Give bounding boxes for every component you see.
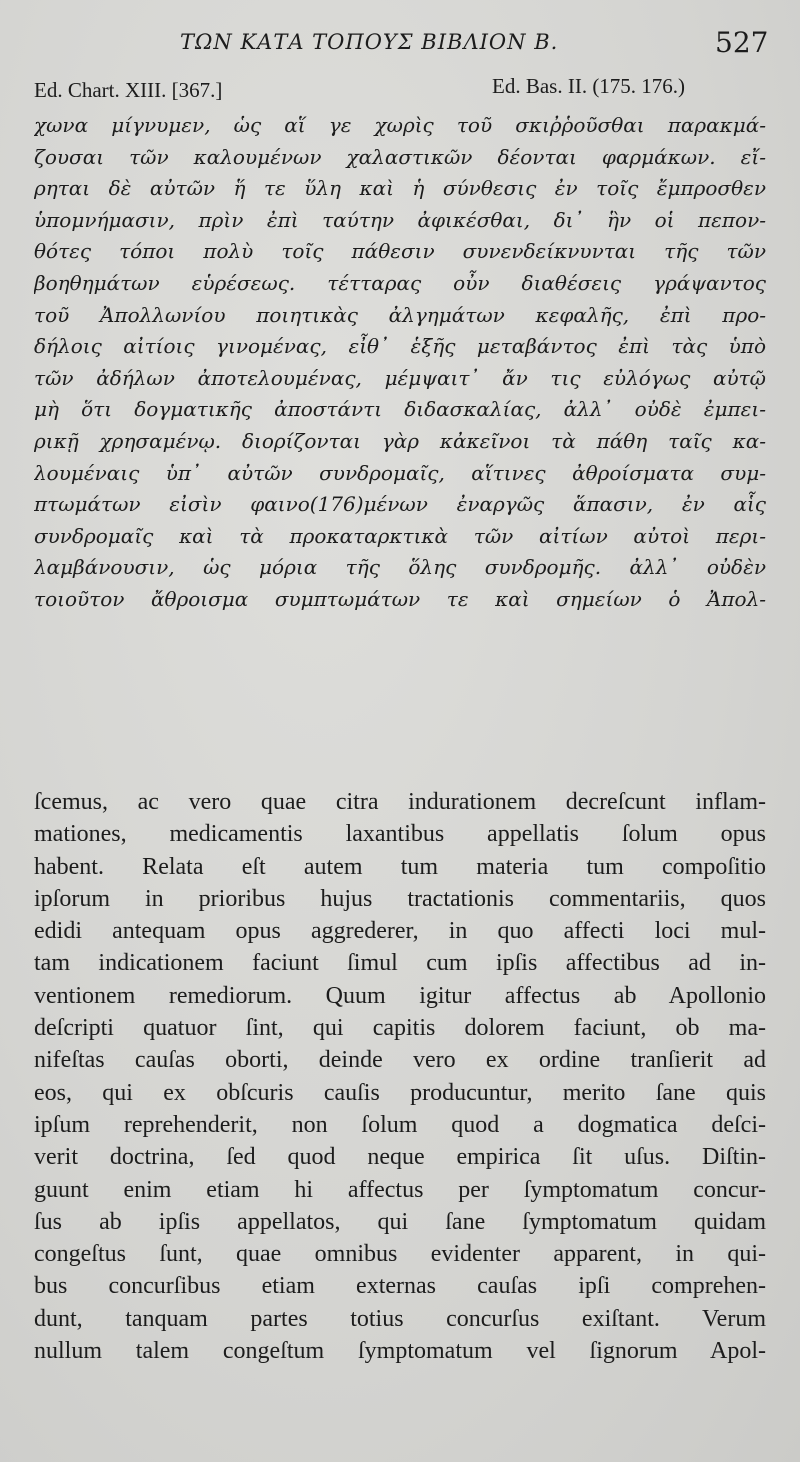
greek-text-line: τοιοῦτον ἄθροισμα συμπτωμάτων τε καὶ σημείων ὁ Ἀπολ- (34, 586, 766, 611)
latin-text-line: ipſorum in prioribus hujus tractationis commentariis, quos (34, 885, 766, 912)
latin-text-line: ſcemus, ac vero quae citra indurationem decreſcunt inflam- (34, 789, 766, 815)
greek-text-line: λουμέναις ὑπ᾽ αὐτῶν συνδρομαῖς, αἵτινες ἀθροίσματα συμ- (34, 460, 766, 485)
page-number: 527 (715, 26, 769, 59)
latin-text-line: eos, qui ex obſcuris cauſis producuntur, merito ſane quis (34, 1079, 766, 1106)
latin-text-line: ſus ab ipſis appellatos, qui ſane ſymptomatum quidam (34, 1208, 766, 1235)
greek-text-line: χωνα μίγνυμεν, ὡς αἵ γε χωρὶς τοῦ σκιῤῥοῦσθαι παρακμά- (34, 113, 766, 137)
latin-text-line: dunt, tanquam partes totius concurſus exiſtant. Verum (34, 1305, 766, 1332)
greek-text-line: μὴ ὅτι δογματικῆς ἀποστάντι διδασκαλίας, ἀλλ᾽ οὐδὲ ἐμπει- (34, 397, 766, 422)
greek-text-line: δήλοις αἰτίοις γινομένας, εἶθ᾽ ἑξῆς μεταβάντος ἐπὶ τὰς ὑπὸ (34, 334, 766, 359)
edition-reference-basel: Ed. Bas. II. (175. 176.) (492, 74, 686, 98)
latin-text-line: habent. Relata eſt autem tum materia tum compoſitio (34, 853, 766, 880)
latin-text-line: deſcripti quatuor ſint, qui capitis dolorem faciunt, ob ma- (34, 1015, 766, 1042)
greek-text-line: τῶν ἀδήλων ἀποτελουμένας, μέμψαιτ᾽ ἄν τις εὐλόγως αὐτῷ (34, 365, 766, 390)
latin-text-line: nullum talem congeſtum ſymptomatum vel ſignorum Apol- (34, 1338, 766, 1365)
greek-text-line: λαμβάνουσιν, ὡς μόρια τῆς ὅλης συνδρομῆς. ἀλλ᾽ οὐδὲν (34, 555, 766, 580)
edition-reference-chartier: Ed. Chart. XIII. [367.] (34, 78, 223, 102)
greek-text-line: ρηται δὲ αὐτῶν ἥ τε ὕλη καὶ ἡ σύνθεσις ἐν τοῖς ἔμπροσθεν (34, 176, 766, 201)
latin-text-line: nifeſtas cauſas oborti, deinde vero ex ordine tranſierit ad (34, 1047, 766, 1074)
latin-text-line: ventionem remediorum. Quum igitur affectus ab Apollonio (34, 982, 766, 1009)
greek-text-line: πτωμάτων εἰσὶν φαινο(176)μένων ἐναργῶς ἅπασιν, ἐν αἷς (34, 492, 766, 517)
greek-text-line: συνδρομαῖς καὶ τὰ προκαταρκτικὰ τῶν αἰτίων αὐτοὶ περι- (34, 523, 766, 548)
latin-text-line: bus concurſibus etiam externas cauſas ipſi comprehen- (34, 1273, 766, 1300)
latin-text-line: guunt enim etiam hi affectus per ſymptomatum concur- (34, 1176, 766, 1203)
latin-text-line: congeſtus ſunt, quae omnibus evidenter apparent, in qui- (34, 1241, 766, 1268)
running-title: ΤΩΝ ΚΑΤΑ ΤΟΠΟΥΣ ΒΙΒΛΙΟΝ Β. (180, 30, 559, 54)
latin-text-line: edidi antequam opus aggrederer, in quo affecti loci mul- (34, 918, 766, 945)
latin-text-line: ipſum reprehenderit, non ſolum quod a dogmatica deſci- (34, 1111, 766, 1138)
latin-text-block (34, 786, 766, 1367)
latin-text-line: tam indicationem faciunt ſimul cum ipſis affectibus ad in- (34, 950, 766, 977)
greek-text-line: τοῦ Ἀπολλωνίου ποιητικὰς ἀλγημάτων κεφαλῆς, ἐπὶ προ- (34, 302, 766, 327)
latin-text-line: mationes, medicamentis laxantibus appellatis ſolum opus (34, 821, 766, 848)
greek-text-line: θότες τόποι πολὺ τοῖς πάθεσιν συνενδείκνυνται τῆς τῶν (34, 239, 766, 264)
greek-text-block (34, 110, 766, 616)
greek-text-line: ζουσαι τῶν καλουμένων χαλαστικῶν δέονται φαρμάκων. εἴ- (34, 144, 766, 169)
latin-text-line: verit doctrina, ſed quod neque empirica ſit uſus. Diſtin- (34, 1144, 766, 1171)
greek-text-line: ὑπομνήμασιν, πρὶν ἐπὶ ταύτην ἀφικέσθαι, δι᾽ ἣν οἱ πεπον- (34, 207, 766, 232)
greek-text-line: βοηθημάτων εὑρέσεως. τέτταρας οὖν διαθέσεις γράψαντος (34, 270, 766, 295)
greek-text-line: ρικῇ χρησαμένῳ. διορίζονται γὰρ κἀκεῖνοι τὰ πάθη ταῖς κα- (34, 428, 766, 453)
